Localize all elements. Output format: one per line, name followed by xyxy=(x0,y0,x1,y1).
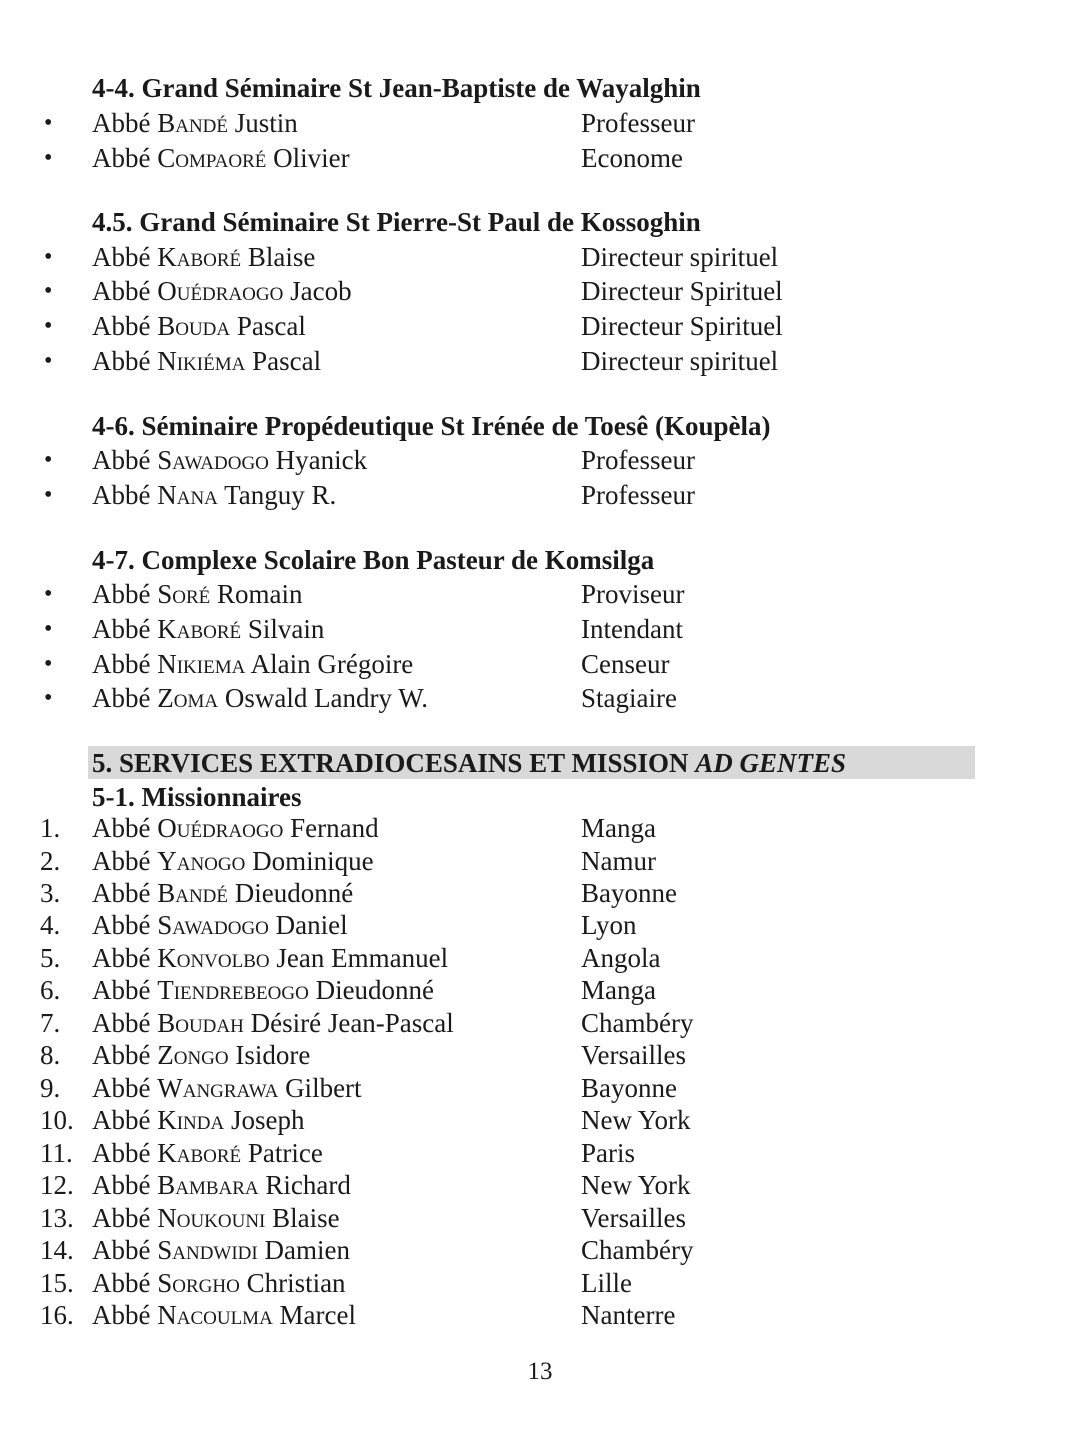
person-role: Directeur Spirituel xyxy=(581,276,783,306)
list-item xyxy=(0,310,1080,342)
list-number: 15. xyxy=(40,1268,74,1298)
person-location: Paris xyxy=(581,1138,635,1168)
person-name: Abbé Nikiema Alain Grégoire xyxy=(92,649,414,679)
person-name: Abbé Bandé Dieudonné xyxy=(92,878,354,908)
person-name: Abbé Compaoré Olivier xyxy=(92,143,350,173)
person-name: Abbé Nacoulma Marcel xyxy=(92,1300,356,1330)
person-location: Manga xyxy=(581,813,656,843)
person-location: Manga xyxy=(581,975,656,1005)
list-item xyxy=(0,479,1080,511)
person-location: Chambéry xyxy=(581,1235,694,1265)
part-heading-5: 5. SERVICES EXTRADIOCESAINS ET MISSION AD GENTES xyxy=(92,748,847,778)
person-location: Lyon xyxy=(581,910,637,940)
list-number: 5. xyxy=(40,943,61,973)
list-item xyxy=(0,1267,1080,1299)
list-number: 13. xyxy=(40,1203,74,1233)
bullet-marker: • xyxy=(44,447,53,473)
list-item xyxy=(0,877,1080,909)
person-name: Abbé Kinda Joseph xyxy=(92,1105,305,1135)
list-item xyxy=(0,107,1080,139)
person-name: Abbé Kaboré Blaise xyxy=(92,242,316,272)
person-name: Abbé Nana Tanguy R. xyxy=(92,480,337,510)
list-number: 2. xyxy=(40,846,61,876)
person-role: Directeur Spirituel xyxy=(581,311,783,341)
person-role: Directeur spirituel xyxy=(581,242,779,272)
list-item xyxy=(0,909,1080,941)
bullet-marker: • xyxy=(44,616,53,642)
list-number: 3. xyxy=(40,878,61,908)
bullet-marker: • xyxy=(44,313,53,339)
list-item xyxy=(0,682,1080,714)
list-number: 1. xyxy=(40,813,61,843)
person-name: Abbé Sandwidi Damien xyxy=(92,1235,350,1265)
person-name: Abbé Ouédraogo Fernand xyxy=(92,813,379,843)
list-number: 6. xyxy=(40,975,61,1005)
person-location: Nanterre xyxy=(581,1300,676,1330)
sub-heading-5-1: 5-1. Missionnaires xyxy=(92,782,302,812)
bullet-marker: • xyxy=(44,110,53,136)
list-item xyxy=(0,1202,1080,1234)
person-name: Abbé Kaboré Patrice xyxy=(92,1138,323,1168)
list-number: 10. xyxy=(40,1105,74,1135)
person-location: Lille xyxy=(581,1268,632,1298)
person-name: Abbé Sawadogo Hyanick xyxy=(92,445,368,475)
person-name: Abbé Bambara Richard xyxy=(92,1170,351,1200)
list-item xyxy=(0,845,1080,877)
person-name: Abbé Sorgho Christian xyxy=(92,1268,346,1298)
section-heading-4-4: 4-4. Grand Séminaire St Jean-Baptiste de Wayalghin xyxy=(92,73,701,103)
person-location: Bayonne xyxy=(581,1073,677,1103)
list-item xyxy=(0,1234,1080,1266)
person-location: New York xyxy=(581,1105,691,1135)
list-number: 16. xyxy=(40,1300,74,1330)
list-item xyxy=(0,1007,1080,1039)
list-number: 12. xyxy=(40,1170,74,1200)
person-location: Bayonne xyxy=(581,878,677,908)
bullet-marker: • xyxy=(44,278,53,304)
list-item xyxy=(0,241,1080,273)
person-role: Directeur spirituel xyxy=(581,346,779,376)
list-item xyxy=(0,1104,1080,1136)
person-role: Censeur xyxy=(581,649,670,679)
section-heading-4-7: 4-7. Complexe Scolaire Bon Pasteur de Komsilga xyxy=(92,545,655,575)
list-number: 14. xyxy=(40,1235,74,1265)
bullet-marker: • xyxy=(44,348,53,374)
person-name: Abbé Boudah Désiré Jean-Pascal xyxy=(92,1008,454,1038)
person-name: Abbé Noukouni Blaise xyxy=(92,1203,340,1233)
person-name: Abbé Kaboré Silvain xyxy=(92,614,325,644)
list-number: 4. xyxy=(40,910,61,940)
person-name: Abbé Wangrawa Gilbert xyxy=(92,1073,362,1103)
person-role: Professeur xyxy=(581,108,695,138)
list-item xyxy=(0,275,1080,307)
list-item xyxy=(0,345,1080,377)
person-location: Chambéry xyxy=(581,1008,694,1038)
list-item xyxy=(0,942,1080,974)
list-number: 9. xyxy=(40,1073,61,1103)
section-heading-4-5: 4.5. Grand Séminaire St Pierre-St Paul de Kossoghin xyxy=(92,207,701,237)
list-item xyxy=(0,1169,1080,1201)
list-item xyxy=(0,142,1080,174)
person-name: Abbé Konvolbo Jean Emmanuel xyxy=(92,943,449,973)
bullet-marker: • xyxy=(44,244,53,270)
list-item xyxy=(0,1072,1080,1104)
list-item xyxy=(0,1299,1080,1331)
person-role: Professeur xyxy=(581,445,695,475)
list-number: 7. xyxy=(40,1008,61,1038)
page-number: 13 xyxy=(527,1358,553,1385)
list-item xyxy=(0,444,1080,476)
person-role: Professeur xyxy=(581,480,695,510)
list-item xyxy=(0,812,1080,844)
person-role: Stagiaire xyxy=(581,683,677,713)
person-location: Angola xyxy=(581,943,661,973)
person-name: Abbé Ouédraogo Jacob xyxy=(92,276,352,306)
bullet-marker: • xyxy=(44,685,53,711)
person-name: Abbé Zongo Isidore xyxy=(92,1040,311,1070)
person-name: Abbé Nikiéma Pascal xyxy=(92,346,322,376)
list-item xyxy=(0,578,1080,610)
person-location: Versailles xyxy=(581,1203,686,1233)
list-number: 8. xyxy=(40,1040,61,1070)
person-location: Namur xyxy=(581,846,656,876)
section-heading-4-6: 4-6. Séminaire Propédeutique St Irénée de Toesê (Koupèla) xyxy=(92,411,771,441)
person-location: Versailles xyxy=(581,1040,686,1070)
person-name: Abbé Tiendrebeogo Dieudonné xyxy=(92,975,435,1005)
person-name: Abbé Soré Romain xyxy=(92,579,303,609)
bullet-marker: • xyxy=(44,145,53,171)
list-item xyxy=(0,1039,1080,1071)
person-role: Econome xyxy=(581,143,683,173)
list-item xyxy=(0,648,1080,680)
person-name: Abbé Bandé Justin xyxy=(92,108,298,138)
person-name: Abbé Zoma Oswald Landry W. xyxy=(92,683,429,713)
bullet-marker: • xyxy=(44,482,53,508)
person-name: Abbé Yanogo Dominique xyxy=(92,846,374,876)
person-location: New York xyxy=(581,1170,691,1200)
list-item xyxy=(0,1137,1080,1169)
list-number: 11. xyxy=(40,1138,73,1168)
bullet-marker: • xyxy=(44,581,53,607)
person-role: Intendant xyxy=(581,614,683,644)
list-item xyxy=(0,613,1080,645)
person-name: Abbé Bouda Pascal xyxy=(92,311,306,341)
person-name: Abbé Sawadogo Daniel xyxy=(92,910,348,940)
person-role: Proviseur xyxy=(581,579,685,609)
list-item xyxy=(0,974,1080,1006)
bullet-marker: • xyxy=(44,651,53,677)
